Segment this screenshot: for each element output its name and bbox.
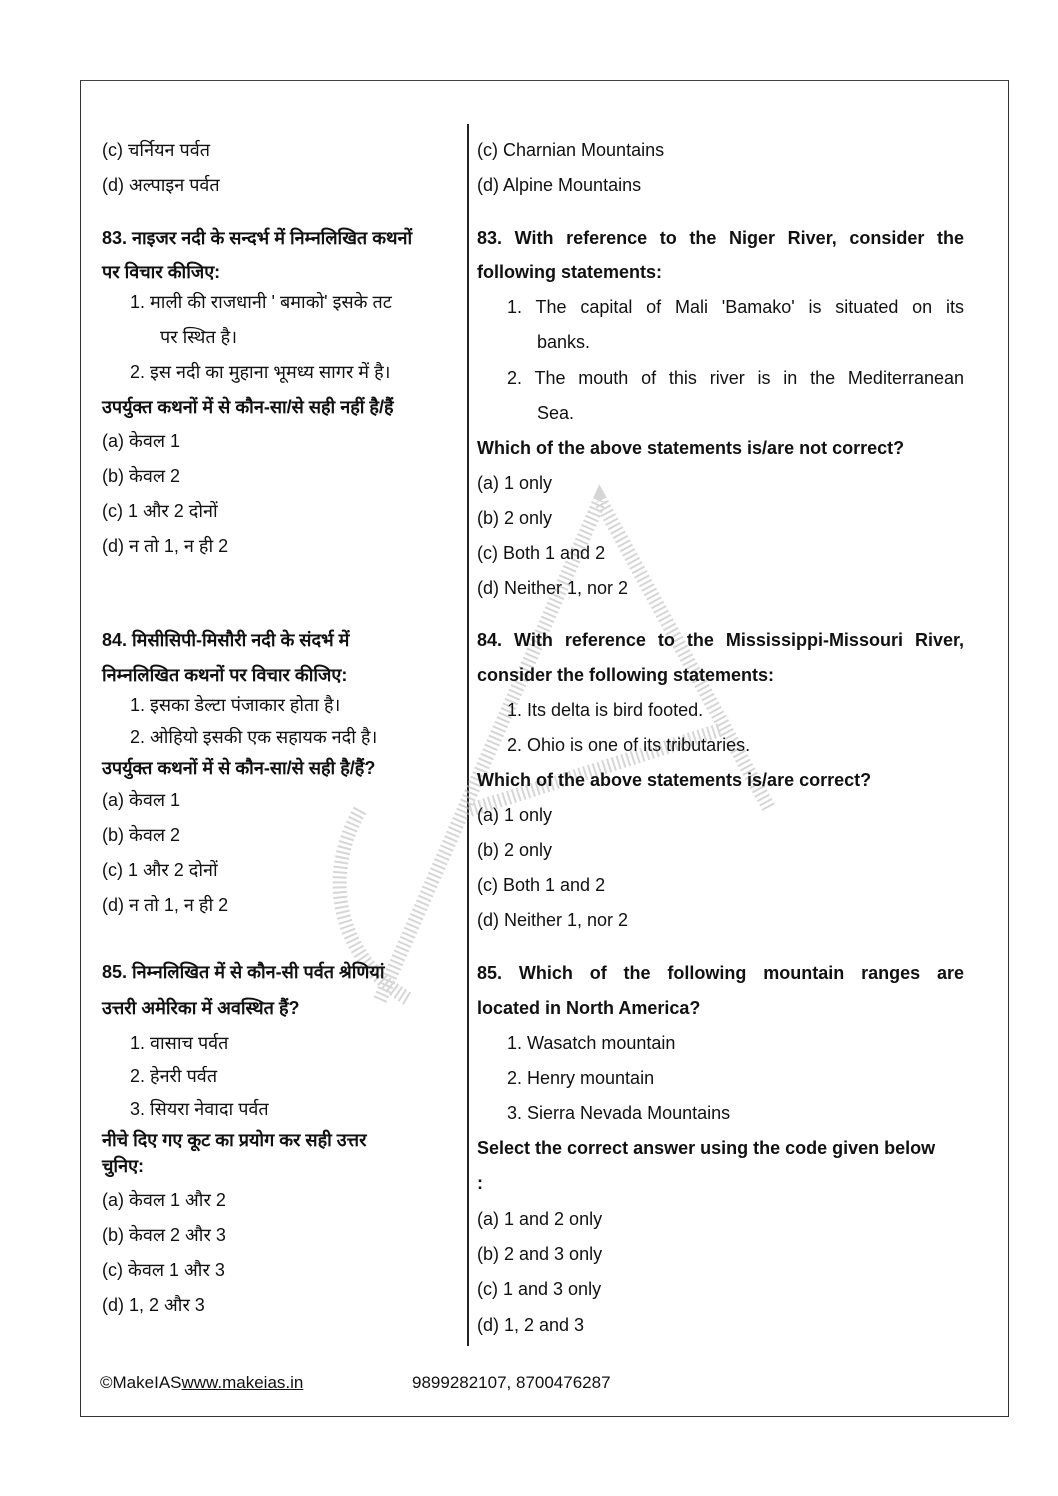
q85-hi-option: (d) 1, 2 और 3: [102, 1295, 205, 1315]
q84-en-option: (c) Both 1 and 2: [477, 875, 606, 895]
q83-en-option: (a) 1 only: [477, 473, 553, 493]
q83-en-option: (c) Both 1 and 2: [477, 543, 606, 563]
column-divider: [467, 124, 469, 1346]
q84-en-option: (b) 2 only: [477, 840, 553, 860]
q84-hi-statement-2: 2. ओहियो इसकी एक सहायक नदी है।: [130, 727, 378, 747]
prev-option-d-hi: (d) अल्पाइन पर्वत: [102, 175, 220, 195]
q85-en-ask: Select the correct answer using the code given below: [477, 1138, 936, 1158]
q85-en-option: (d) 1, 2 and 3: [477, 1315, 585, 1335]
q85-en-option: (c) 1 and 3 only: [477, 1279, 602, 1299]
q83-en-ask: Which of the above statements is/are not correct?: [477, 438, 905, 458]
q85-hi-item: 2. हेनरी पर्वत: [130, 1066, 218, 1086]
q85-hi-question-cont: उत्तरी अमेरिका में अवस्थित हैं?: [102, 998, 300, 1018]
q84-hi-ask: उपर्युक्त कथनों में से कौन-सा/से सही है/हैं?: [102, 758, 376, 778]
prev-option-d-en: (d) Alpine Mountains: [477, 175, 642, 195]
q83-en-statement-2: 2. The mouth of this river is in the Mediterranean: [507, 368, 964, 388]
q84-en-question-cont: consider the following statements:: [477, 665, 775, 685]
q85-hi-item: 3. सियरा नेवादा पर्वत: [130, 1099, 269, 1119]
q83-hi-statement-2: 2. इस नदी का मुहाना भूमध्य सागर में है।: [130, 362, 391, 382]
q83-en-question: 83. With reference to the Niger River, consider the: [477, 228, 964, 248]
q85-en-item: 2. Henry mountain: [507, 1068, 655, 1088]
q84-en-question: 84. With reference to the Mississippi-Missouri River,: [477, 630, 964, 650]
q83-en-statement-2-cont: Sea.: [537, 403, 575, 423]
q85-en-ask-cont: :: [477, 1173, 483, 1193]
q83-hi-ask: उपर्युक्त कथनों में से कौन-सा/से सही नहीं है/हैं: [102, 397, 394, 417]
q85-hi-ask-cont: चुनिए:: [102, 1156, 145, 1176]
q85-en-item: 1. Wasatch mountain: [507, 1033, 676, 1053]
q83-en-option: (b) 2 only: [477, 508, 553, 528]
q85-en-option: (a) 1 and 2 only: [477, 1209, 603, 1229]
q83-en-statement-1-cont: banks.: [537, 332, 591, 352]
q84-hi-option: (a) केवल 1: [102, 790, 181, 810]
footer-brand-text: ©MakeIAS: [100, 1373, 182, 1392]
q84-hi-question: 84. मिसीसिपी-मिसौरी नदी के संदर्भ में: [102, 630, 350, 650]
q85-hi-ask: नीचे दिए गए कूट का प्रयोग कर सही उत्तर: [102, 1130, 367, 1150]
prev-option-c-hi: (c) चर्नियन पर्वत: [102, 140, 210, 160]
q84-hi-option: (c) 1 और 2 दोनों: [102, 860, 218, 880]
q83-hi-option: (c) 1 और 2 दोनों: [102, 501, 218, 521]
q85-hi-item: 1. वासाच पर्वत: [130, 1033, 229, 1053]
q85-hi-option: (c) केवल 1 और 3: [102, 1260, 225, 1280]
footer-website-link[interactable]: www.makeias.in: [181, 1373, 304, 1392]
q83-hi-statement-1: 1. माली की राजधानी ' बमाको' इसके तट: [130, 292, 392, 312]
q84-en-option: (d) Neither 1, nor 2: [477, 910, 629, 930]
q85-en-option: (b) 2 and 3 only: [477, 1244, 603, 1264]
q84-en-ask: Which of the above statements is/are correct?: [477, 770, 872, 790]
q83-hi-option: (d) न तो 1, न ही 2: [102, 536, 229, 556]
q84-hi-question-cont: निम्नलिखित कथनों पर विचार कीजिए:: [102, 665, 348, 685]
q85-hi-option: (b) केवल 2 और 3: [102, 1225, 226, 1245]
q84-en-statement-1: 1. Its delta is bird footed.: [507, 700, 704, 720]
prev-option-c-en: (c) Charnian Mountains: [477, 140, 665, 160]
q83-en-statement-1: 1. The capital of Mali 'Bamako' is situated on its: [507, 297, 964, 317]
q85-en-question-cont: located in North America?: [477, 998, 701, 1018]
q83-hi-option: (b) केवल 2: [102, 466, 181, 486]
q84-hi-statement-1: 1. इसका डेल्टा पंजाकार होता है।: [130, 695, 341, 715]
footer-phones: 9899282107, 8700476287: [412, 1373, 611, 1392]
q83-hi-statement-1-cont: पर स्थित है।: [160, 327, 238, 347]
footer-brand: [100, 1373, 303, 1393]
q83-hi-option: (a) केवल 1: [102, 431, 181, 451]
q85-en-item: 3. Sierra Nevada Mountains: [507, 1103, 731, 1123]
q83-hi-question: 83. नाइजर नदी के सन्दर्भ में निम्नलिखित कथनों: [102, 228, 413, 248]
q84-hi-option: (d) न तो 1, न ही 2: [102, 895, 229, 915]
q84-hi-option: (b) केवल 2: [102, 825, 181, 845]
q84-en-option: (a) 1 only: [477, 805, 553, 825]
q85-hi-question: 85. निम्नलिखित में से कौन-सी पर्वत श्रेणियां: [102, 962, 385, 982]
q83-hi-question-cont: पर विचार कीजिए:: [102, 262, 221, 282]
q84-en-statement-2: 2. Ohio is one of its tributaries.: [507, 735, 751, 755]
q83-en-question-cont: following statements:: [477, 262, 663, 282]
q85-en-question: 85. Which of the following mountain ranges are: [477, 963, 964, 983]
q83-en-option: (d) Neither 1, nor 2: [477, 578, 629, 598]
q85-hi-option: (a) केवल 1 और 2: [102, 1190, 226, 1210]
